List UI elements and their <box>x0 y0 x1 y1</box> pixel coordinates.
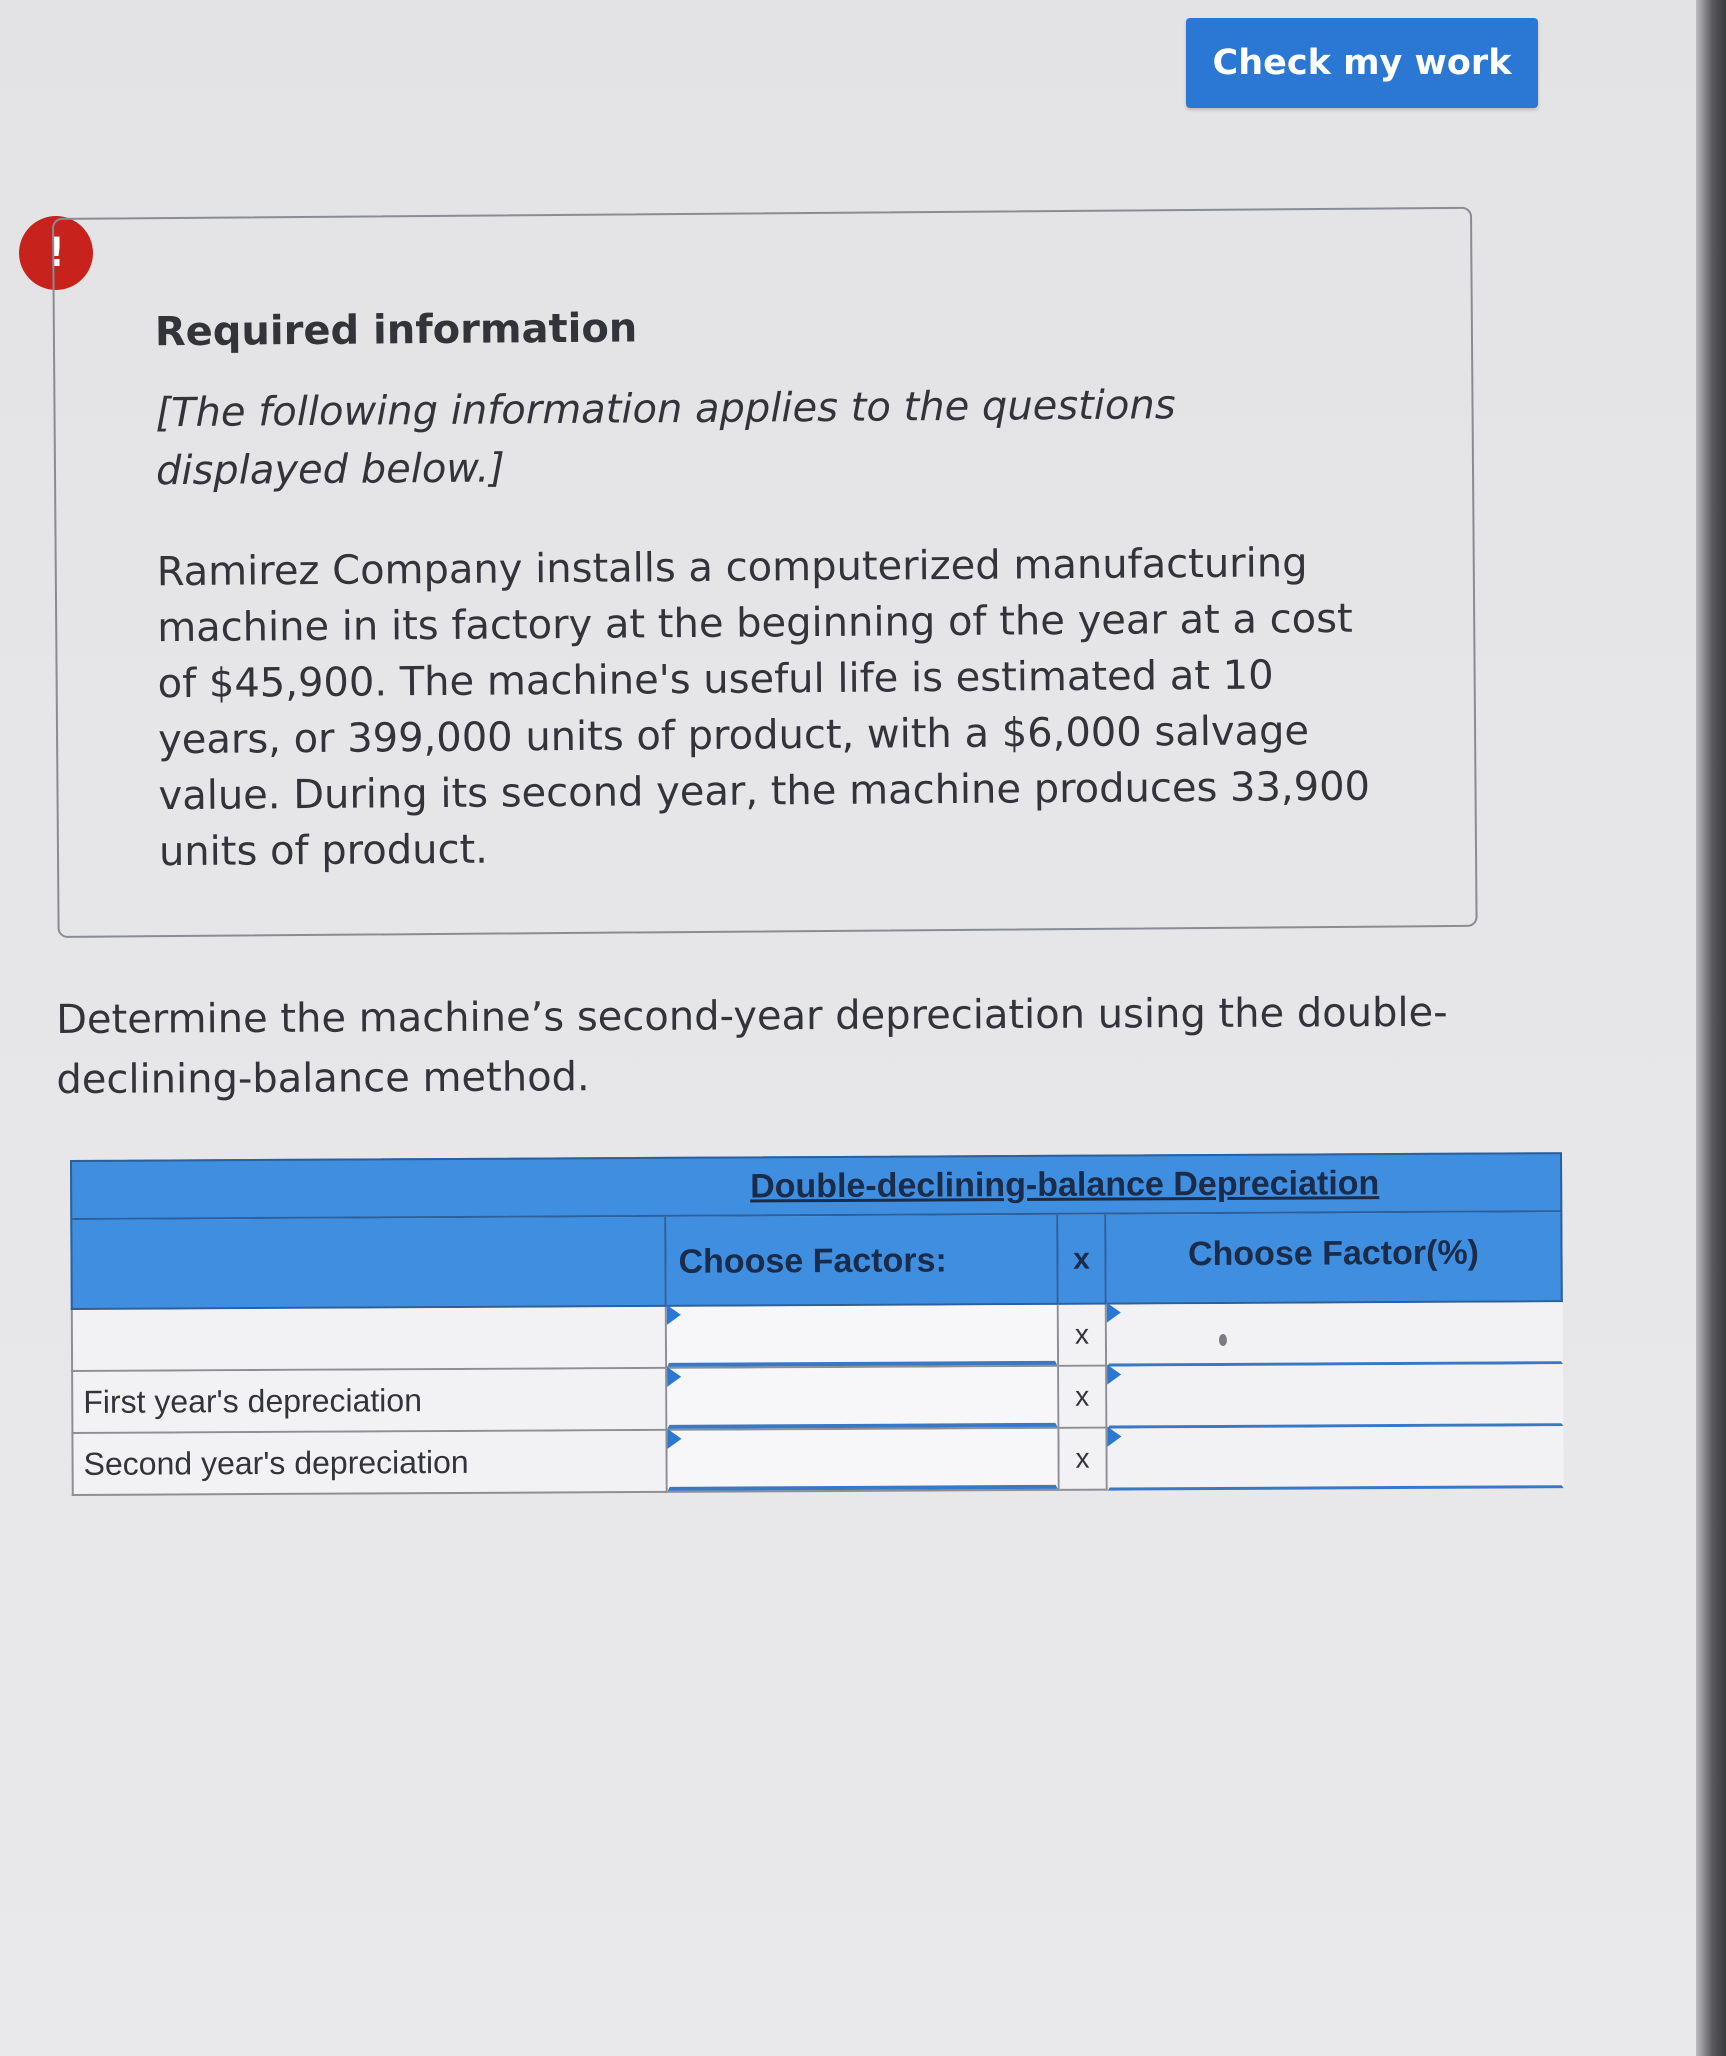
ddb-depreciation-table <box>70 1152 1564 1508</box>
column-header-times: x <box>1058 1215 1106 1305</box>
dropdown-flag-icon <box>1107 1426 1121 1446</box>
row2-pct-cell[interactable] <box>1107 1364 1563 1428</box>
row2-factor-cell[interactable] <box>667 1367 1059 1431</box>
row3-factor-cell[interactable] <box>667 1429 1059 1493</box>
row2-factor-input[interactable] <box>667 1367 1057 1429</box>
info-note: [The following information applies to the questions displayed below.] <box>155 382 1176 495</box>
row-label-first-year: First year's depreciation <box>71 1369 667 1434</box>
row-label-blank <box>71 1307 667 1372</box>
row3-times-sign: x <box>1059 1429 1107 1491</box>
row1-factor-input[interactable] <box>667 1305 1057 1367</box>
dropdown-flag-icon <box>667 1367 681 1387</box>
row1-factor-cell[interactable] <box>667 1305 1059 1369</box>
required-information-panel <box>52 207 1478 938</box>
row1-times-sign: x <box>1059 1305 1107 1367</box>
column-header-factors: Choose Factors: <box>666 1215 1058 1307</box>
row3-pct-input[interactable] <box>1107 1426 1563 1490</box>
row3-factor-input[interactable] <box>667 1429 1057 1491</box>
header-blank-cell <box>70 1217 666 1310</box>
dropdown-flag-icon <box>667 1429 681 1449</box>
dropdown-flag-icon <box>1107 1364 1121 1384</box>
question-text: Determine the machine’s second-year depreciation using the double-declining-balance method. <box>56 989 1448 1103</box>
row2-times-sign: x <box>1059 1367 1107 1429</box>
row1-pct-input[interactable] <box>1107 1302 1563 1366</box>
info-title: Required information <box>154 305 638 356</box>
row3-pct-cell[interactable] <box>1107 1426 1563 1490</box>
info-body: Ramirez Company installs a computerized manufacturing machine in its factory at the beginning of the year at a cost of $45,900. The machine's useful life is estimated at 10 years, or 399,000 units of product, with a $6,000 salvage value. During its second year, the machine produces 33,900 units of product. <box>156 540 1371 876</box>
table-title: Double-declining-balance Depreciation <box>750 1164 1380 1206</box>
row2-pct-input[interactable] <box>1107 1364 1563 1428</box>
check-my-work-button[interactable]: Check my work <box>1186 18 1538 108</box>
cursor-dot-icon <box>1219 1334 1227 1346</box>
row-label-second-year: Second year's depreciation <box>71 1431 667 1496</box>
screen-bezel <box>1696 0 1726 2056</box>
dropdown-flag-icon <box>667 1305 681 1325</box>
alert-exclamation-icon: ! <box>19 216 93 290</box>
dropdown-flag-icon <box>1107 1303 1121 1323</box>
column-header-factor-pct: Choose Factor(%) <box>1106 1212 1562 1304</box>
row1-pct-cell[interactable] <box>1107 1302 1563 1366</box>
